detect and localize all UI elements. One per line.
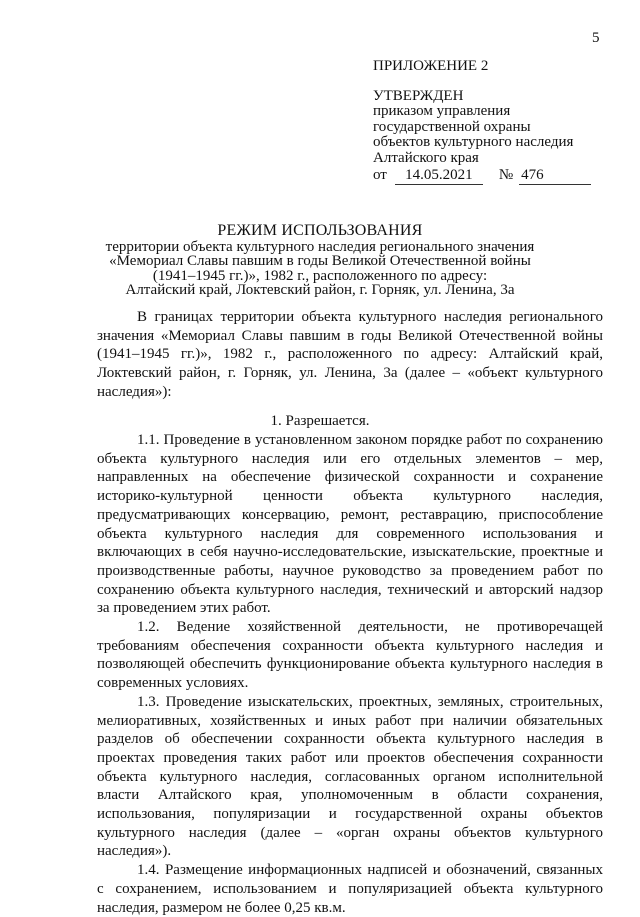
item-1-1: 1.1. Проведение в установленном законом порядке работ по сохранению объекта культурного наследия или его отдельных элементов – мер, направленных на обеспечение физической сохранности и сохранение историко-культурной ценности объекта культурного наследия, предусматривающих консервацию, ремонт, реставрацию, приспособление объекта культурного наследия для современного использования и включающих в себя научно-исследовательские, изыскательские, проектные и производственные работы, научное руководство за проведением работ по сохранению объекта культурного наследия, технический и авторский надзор за проведением этих работ.	[97, 432, 603, 617]
items-list	[97, 431, 603, 917]
approved-label: УТВЕРЖДЕН	[373, 87, 464, 104]
number-label: №	[498, 167, 514, 183]
order-line	[373, 168, 591, 185]
order-number: 476	[519, 168, 591, 185]
approval-line: приказом управления	[373, 103, 511, 119]
approval-line: объектов культурного наследия	[373, 134, 574, 150]
date-label: от	[373, 167, 387, 183]
approval-block	[373, 59, 591, 185]
item-1-2: 1.2. Ведение хозяйственной деятельности, не противоречащей требованиям обеспечения сохранности объекта культурного наследия и позволяющей обеспечить функционирование объекта культурного наследия в современных условиях.	[97, 619, 603, 692]
appendix-label: ПРИЛОЖЕНИЕ 2	[373, 58, 489, 74]
document-title	[0, 224, 640, 298]
item-1-3: 1.3. Проведение изыскательских, проектных, земляных, строительных, мелиоративных, хозяйственных и иных работ при наличии обязательных разделов об обеспечении сохранности объекта культурного наследия в проектах проведения таких работ или проектов обеспечения сохранности объекта культурного наследия, согласованных органом исполнительной власти Алтайского края, уполномоченным в области сохранения, использования, популяризации и государственной охраны объектов культурного наследия (далее – «орган охраны объектов культурного наследия»).	[97, 693, 603, 860]
title-heading: РЕЖИМ ИСПОЛЬЗОВАНИЯ	[217, 222, 423, 239]
title-line: (1941–1945 гг.)», 1982 г., расположенного по адресу:	[152, 267, 488, 284]
approval-line: Алтайского края	[373, 149, 479, 166]
section-title: 1. Разрешается.	[270, 413, 370, 429]
title-line: «Мемориал Славы павшим в годы Великой Отечественной войны	[109, 253, 531, 269]
item-1-4: 1.4. Размещение информационных надписей и обозначений, связанных с сохранением, использованием и популяризацией объекта культурного наследия, размером не более 0,25 кв.м.	[97, 862, 603, 916]
intro-paragraph	[97, 308, 603, 402]
intro-text: В границах территории объекта культурного наследия регионального значения «Мемориал Славы павшим в годы Великой Отечественной войны (1941–1945 гг.)», 1982 г., расположенного по адресу: Алтайский край, Локтевский район, г. Горняк, ул. Ленина, 3а (далее – «объект культурного наследия»):	[97, 309, 603, 400]
page-number: 5	[592, 30, 600, 46]
approval-line: государственной охраны	[373, 118, 531, 135]
title-line: территории объекта культурного наследия регионального значения	[105, 238, 535, 255]
order-date: 14.05.2021	[395, 168, 483, 185]
title-line: Алтайский край, Локтевский район, г. Горняк, ул. Ленина, 3а	[125, 282, 515, 298]
